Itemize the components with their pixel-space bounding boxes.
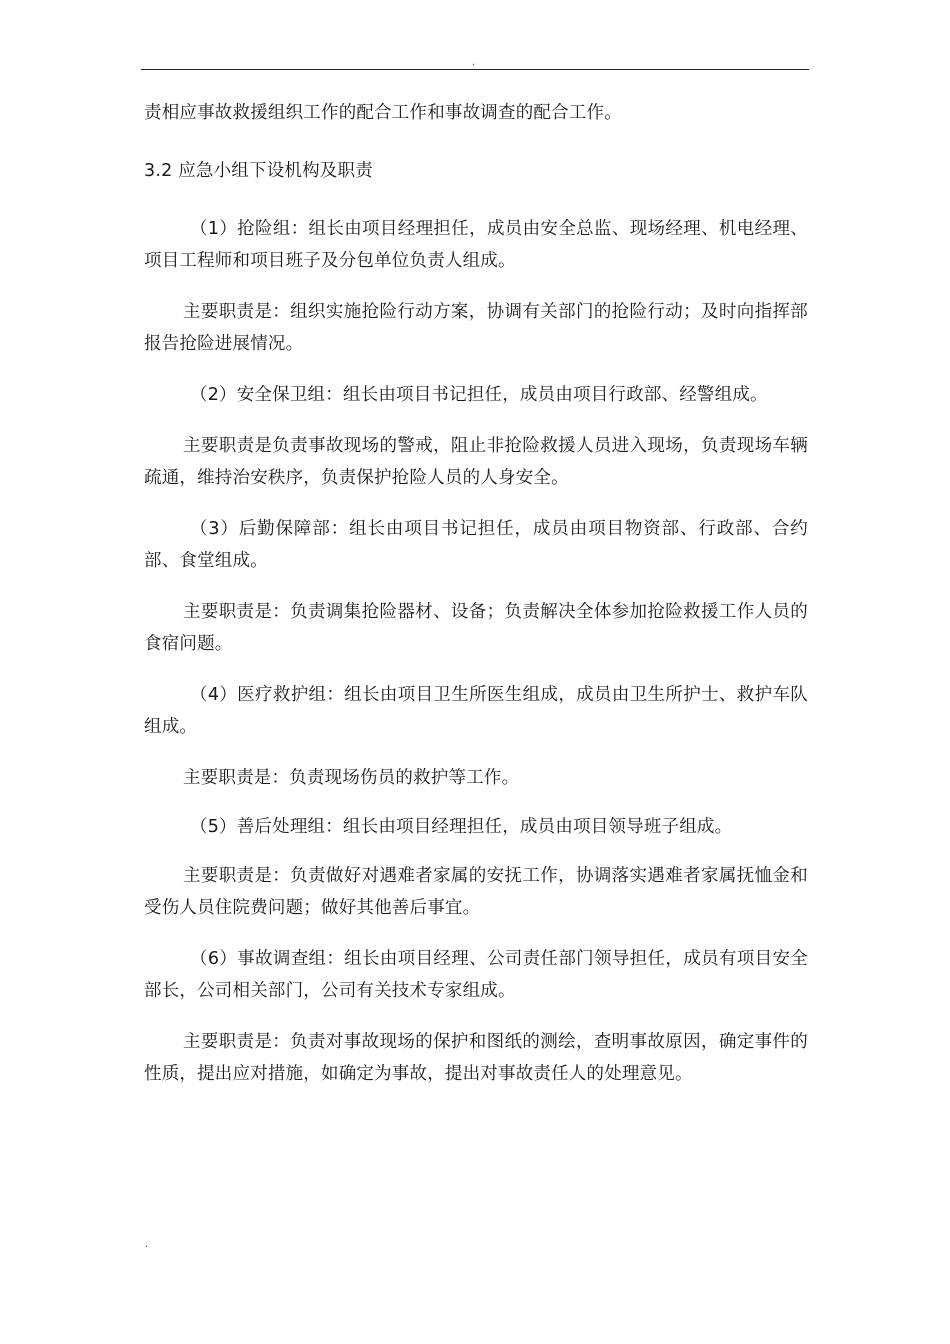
paragraph-rescue-duties: 主要职责是：组织实施抢险行动方案，协调有关部门的抢险行动；及时向指挥部报告抢险进展情况。 xyxy=(144,302,808,354)
paragraph-medical-group: （4）医疗救护组：组长由项目卫生所医生组成，成员由卫生所护士、救护车队组成。 xyxy=(144,685,808,737)
header-rule xyxy=(141,69,809,70)
footer-mark: . xyxy=(145,1239,149,1250)
paragraph-aftermath-group: （5）善后处理组：组长由项目经理担任，成员由项目领导班子组成。 xyxy=(190,817,733,837)
document-body xyxy=(144,97,808,1090)
section-heading: 3.2 应急小组下设机构及职责 xyxy=(144,161,373,181)
paragraph-security-group: （2）安全保卫组：组长由项目书记担任，成员由项目行政部、经警组成。 xyxy=(190,385,768,405)
paragraph-security-duties: 主要职责是负责事故现场的警戒，阻止非抢险救援人员进入现场，负责现场车辆疏通，维持治安秩序，负责保护抢险人员的人身安全。 xyxy=(144,436,808,488)
paragraph-continuation: 责相应事故救援组织工作的配合工作和事故调查的配合工作。 xyxy=(144,103,622,123)
paragraph-aftermath-duties: 主要职责是：负责做好对遇难者家属的安抚工作，协调落实遇难者家属抚恤金和受伤人员住院费问题；做好其他善后事宜。 xyxy=(144,866,808,918)
paragraph-logistics-duties: 主要职责是：负责调集抢险器材、设备；负责解决全体参加抢险救援工作人员的食宿问题。 xyxy=(144,602,808,654)
header-mark: . xyxy=(472,57,476,68)
paragraph-logistics-group: （3）后勤保障部：组长由项目书记担任，成员由项目物资部、行政部、合约部、食堂组成。 xyxy=(144,519,808,571)
paragraph-rescue-group: （1）抢险组：组长由项目经理担任，成员由安全总监、现场经理、机电经理、项目工程师和项目班子及分包单位负责人组成。 xyxy=(144,219,808,271)
paragraph-investigation-group: （6）事故调查组：组长由项目经理、公司责任部门领导担任，成员有项目安全部长，公司相关部门，公司有关技术专家组成。 xyxy=(144,949,808,1001)
paragraph-investigation-duties: 主要职责是：负责对事故现场的保护和图纸的测绘，查明事故原因，确定事件的性质，提出应对措施，如确定为事故，提出对事故责任人的处理意见。 xyxy=(144,1032,808,1084)
paragraph-medical-duties: 主要职责是：负责现场伤员的救护等工作。 xyxy=(183,768,520,788)
